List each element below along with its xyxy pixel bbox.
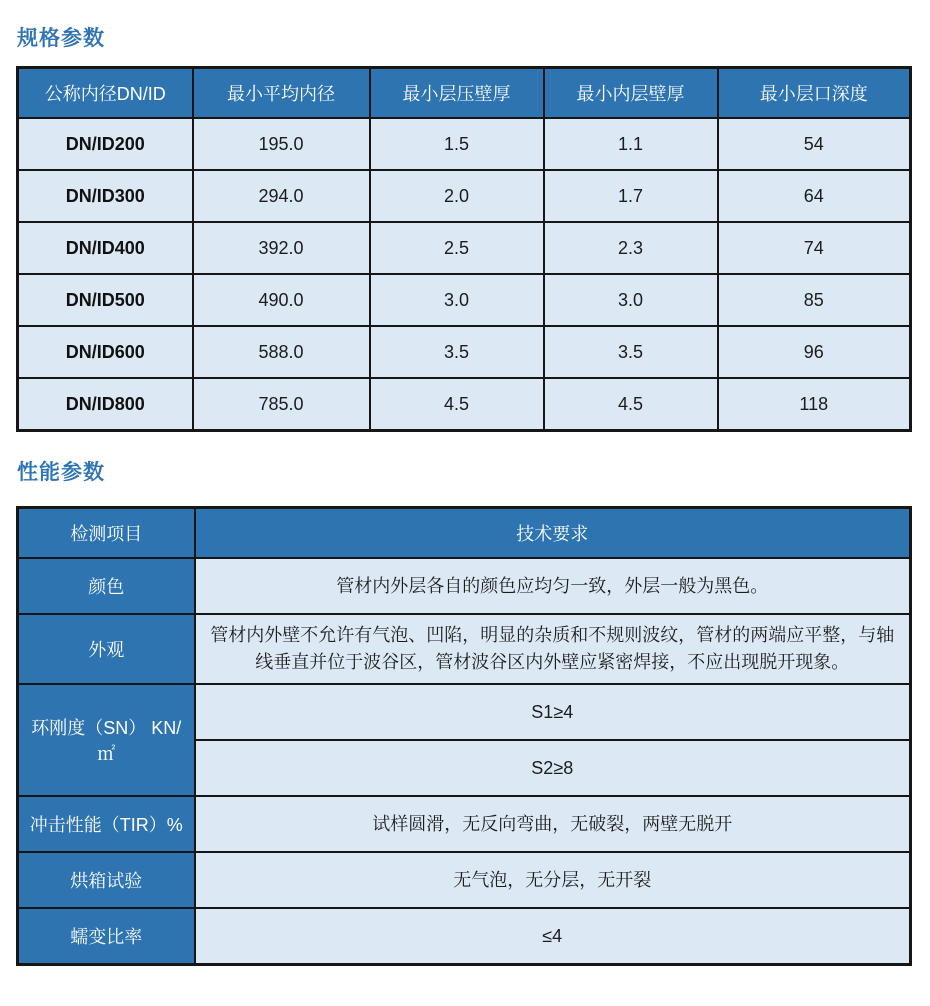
spec-value-cell: 3.5 <box>370 326 544 378</box>
spec-table-row <box>18 118 911 170</box>
spec-table-row <box>18 222 911 274</box>
spec-value-cell: 74 <box>718 222 911 274</box>
spec-value-cell: 490.0 <box>193 274 370 326</box>
perf-item-label: 烘箱试验 <box>18 852 195 908</box>
spec-value-cell: 4.5 <box>544 378 718 431</box>
spec-section-title: 规格参数 <box>17 27 105 50</box>
spec-table <box>16 66 912 432</box>
spec-table-row <box>18 378 911 431</box>
perf-requirement-cell: 试样圆滑，无反向弯曲，无破裂，两壁无脱开 <box>195 796 911 852</box>
spec-row-label: DN/ID200 <box>18 118 193 170</box>
spec-value-cell: 118 <box>718 378 911 431</box>
perf-column-header: 技术要求 <box>195 508 911 559</box>
spec-column-header: 最小层压壁厚 <box>370 68 544 119</box>
perf-section-title: 性能参数 <box>17 461 105 485</box>
spec-table-body <box>18 118 911 431</box>
perf-header-row <box>18 508 911 559</box>
perf-requirement-cell: 管材内外层各自的颜色应均匀一致，外层一般为黑色。 <box>195 558 911 614</box>
spec-column-header: 最小层口深度 <box>718 68 911 119</box>
spec-value-cell: 2.3 <box>544 222 718 274</box>
perf-table-row <box>18 614 911 684</box>
spec-header-row <box>18 68 911 119</box>
spec-value-cell: 588.0 <box>193 326 370 378</box>
spec-value-cell: 1.5 <box>370 118 544 170</box>
perf-item-label: 蠕变比率 <box>18 908 195 965</box>
spec-table-row <box>18 274 911 326</box>
spec-value-cell: 96 <box>718 326 911 378</box>
perf-table-header <box>18 508 911 559</box>
spec-table-row <box>18 170 911 222</box>
spec-value-cell: 54 <box>718 118 911 170</box>
perf-column-header: 检测项目 <box>18 508 195 559</box>
spec-column-header: 公称内径DN/ID <box>18 68 193 119</box>
spec-column-header: 最小平均内径 <box>193 68 370 119</box>
perf-table-body <box>18 558 911 965</box>
perf-requirement-cell: 管材内外壁不允许有气泡、凹陷，明显的杂质和不规则波纹，管材的两端应平整，与轴线垂直并位于波谷区，管材波谷区内外壁应紧密焊接，不应出现脱开现象。 <box>195 614 911 684</box>
spec-value-cell: 2.0 <box>370 170 544 222</box>
spec-value-cell: 785.0 <box>193 378 370 431</box>
spec-row-label: DN/ID800 <box>18 378 193 431</box>
perf-table-row <box>18 558 911 614</box>
perf-table-row <box>18 684 911 740</box>
spec-table-header <box>18 68 911 119</box>
perf-requirement-cell: S2≥8 <box>195 740 911 796</box>
spec-value-cell: 294.0 <box>193 170 370 222</box>
spec-value-cell: 195.0 <box>193 118 370 170</box>
spec-value-cell: 2.5 <box>370 222 544 274</box>
perf-item-label: 外观 <box>18 614 195 684</box>
spec-row-label: DN/ID300 <box>18 170 193 222</box>
spec-row-label: DN/ID400 <box>18 222 193 274</box>
perf-table-row <box>18 908 911 965</box>
spec-value-cell: 3.5 <box>544 326 718 378</box>
perf-requirement-cell: 无气泡，无分层，无开裂 <box>195 852 911 908</box>
spec-value-cell: 1.7 <box>544 170 718 222</box>
perf-item-label: 冲击性能（TIR）% <box>18 796 195 852</box>
spec-row-label: DN/ID600 <box>18 326 193 378</box>
spec-value-cell: 392.0 <box>193 222 370 274</box>
perf-table-row <box>18 852 911 908</box>
spec-table-row <box>18 326 911 378</box>
perf-table-row <box>18 796 911 852</box>
spec-value-cell: 85 <box>718 274 911 326</box>
spec-column-header: 最小内层壁厚 <box>544 68 718 119</box>
spec-value-cell: 1.1 <box>544 118 718 170</box>
perf-table <box>16 506 912 966</box>
spec-value-cell: 64 <box>718 170 911 222</box>
spec-value-cell: 3.0 <box>370 274 544 326</box>
spec-value-cell: 4.5 <box>370 378 544 431</box>
perf-requirement-cell: S1≥4 <box>195 684 911 740</box>
perf-requirement-cell: ≤4 <box>195 908 911 965</box>
perf-item-label: 颜色 <box>18 558 195 614</box>
spec-row-label: DN/ID500 <box>18 274 193 326</box>
spec-value-cell: 3.0 <box>544 274 718 326</box>
perf-item-label: 环刚度（SN） KN/㎡ <box>18 684 195 796</box>
